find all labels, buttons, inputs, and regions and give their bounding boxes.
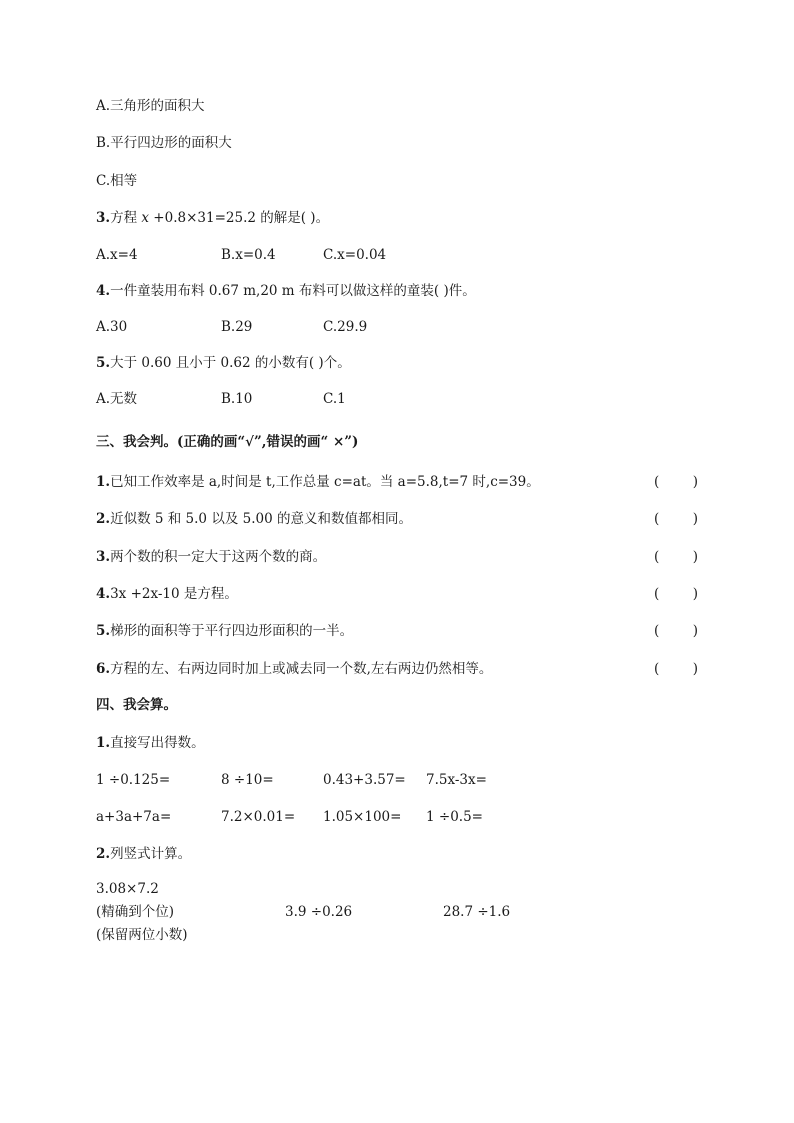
question-number: 4. [96,283,111,299]
sub-question-2 [96,845,191,863]
vertical-calc-1: 3.08×7.2 [96,881,159,897]
judge-item-4 [96,585,238,603]
q5-option-a: A.无数 [96,391,138,407]
calc-row2-cell3: 1.05×100= [323,809,402,825]
judge-item-6 [96,660,492,678]
q2-option-b: B.平行四边形的面积大 [96,135,232,151]
item-text: 方程的左、右两边同时加上或减去同一个数,左右两边仍然相等。 [110,661,493,677]
item-text: 近似数 5 和 5.0 以及 5.00 的意义和数值都相同。 [110,511,412,527]
item-text: 梯形的面积等于平行四边形面积的一半。 [110,623,354,639]
item-number: 2. [96,846,111,862]
q4-option-a: A.30 [96,319,128,335]
item-text: 列竖式计算。 [110,846,192,862]
item-text: 3x +2x-10 是方程。 [110,586,238,602]
calc-row1-cell1: 1 ÷0.125= [96,772,171,788]
vertical-calc-1-note2: (保留两位小数) [96,927,188,943]
question-4 [96,282,476,300]
question-3 [96,209,329,227]
judge-item-3 [96,548,326,566]
calc-row1-cell2: 8 ÷10= [221,772,274,788]
q4-option-c: C.29.9 [323,319,368,335]
q3-option-a: A.x=4 [96,247,138,263]
q2-option-a: A.三角形的面积大 [96,98,205,114]
q5-option-c: C.1 [323,391,346,407]
q5-option-b: B.10 [221,391,253,407]
vertical-calc-1-note: (精确到个位) [96,904,175,920]
item-number: 4. [96,586,111,602]
question-variable: x [141,210,150,226]
vertical-calc-2: 3.9 ÷0.26 [285,904,353,920]
question-text: 大于 0.60 且小于 0.62 的小数有( )个。 [110,355,351,371]
judge-item-1 [96,473,540,491]
q3-option-b: B.x=0.4 [221,247,276,263]
sub-question-1 [96,734,205,752]
item-number: 6. [96,661,111,677]
question-number: 5. [96,355,111,371]
item-number: 1. [96,735,111,751]
section-3-title: 三、我会判。(正确的画“√”,错误的画“ ×”) [96,434,359,450]
question-text: 一件童装用布料 0.67 m,20 m 布料可以做这样的童装( )件。 [110,283,476,299]
item-number: 5. [96,623,111,639]
item-text: 直接写出得数。 [110,735,205,751]
calc-row1-cell4: 7.5x-3x= [426,772,487,788]
section-4-title: 四、我会算。 [96,697,177,713]
q4-option-b: B.29 [221,319,253,335]
item-text: 两个数的积一定大于这两个数的商。 [110,549,327,565]
calc-row1-cell3: 0.43+3.57= [323,772,406,788]
item-number: 3. [96,549,111,565]
vertical-calc-3: 28.7 ÷1.6 [443,904,511,920]
item-number: 2. [96,511,111,527]
judge-item-5 [96,622,353,640]
q2-option-c: C.相等 [96,173,138,189]
item-text: 已知工作效率是 a,时间是 t,工作总量 c=at。当 a=5.8,t=7 时,c=39。 [110,474,540,490]
calc-row2-cell1: a+3a+7a= [96,809,172,825]
calc-row2-cell4: 1 ÷0.5= [426,809,483,825]
question-text-b: +0.8×31=25.2 的解是( )。 [149,210,330,226]
q3-option-c: C.x=0.04 [323,247,387,263]
judge-item-2 [96,510,412,528]
calc-row2-cell2: 7.2×0.01= [221,809,296,825]
item-number: 1. [96,474,111,490]
question-number: 3. [96,210,111,226]
question-text-a: 方程 [110,210,142,226]
question-5 [96,354,351,372]
